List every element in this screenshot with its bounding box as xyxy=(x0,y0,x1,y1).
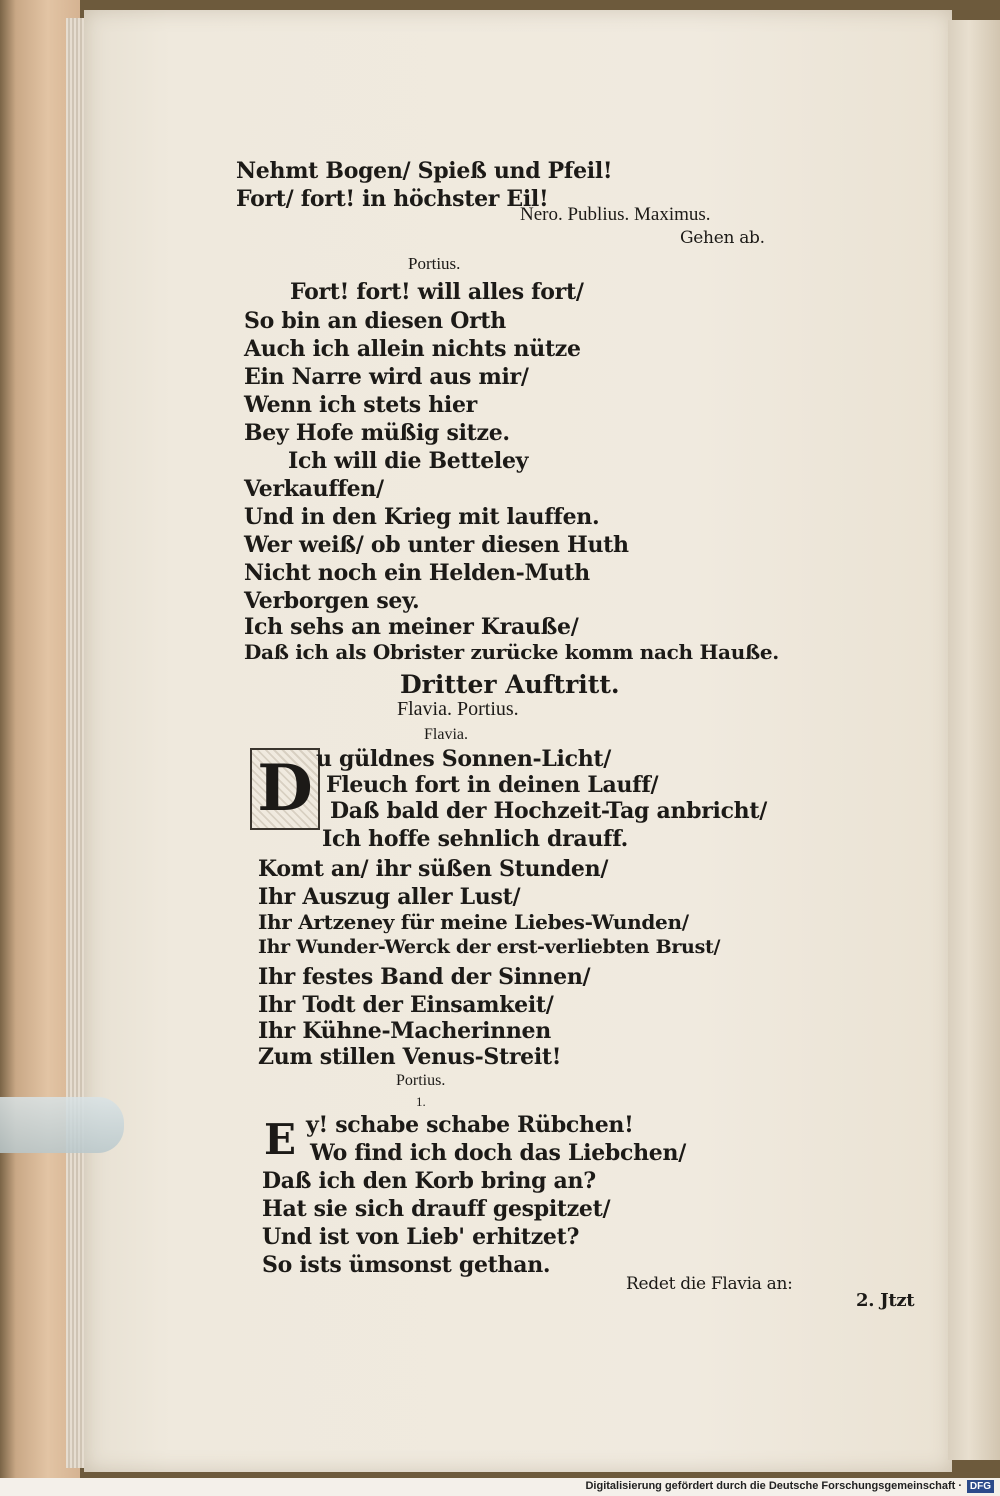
verse-line: Nehmt Bogen/ Spieß und Pfeil! xyxy=(236,158,613,184)
verse-line: Und ist von Lieb' erhitzet? xyxy=(262,1224,580,1250)
verse-line: Bey Hofe müßig sitze. xyxy=(244,420,510,446)
verse-line: So bin an diesen Orth xyxy=(244,308,506,334)
stage-direction: Gehen ab. xyxy=(680,228,765,248)
verse-line: Daß ich als Obrister zurücke komm nach Hauße. xyxy=(244,640,779,664)
scene-characters: Flavia. Portius. xyxy=(397,698,519,720)
speaker-name: Portius. xyxy=(408,254,461,273)
verse-line: Ihr festes Band der Sinnen/ xyxy=(258,964,591,990)
funding-notice: Digitalisierung gefördert durch die Deutsche Forschungsgemeinschaft · xyxy=(585,1480,962,1492)
verse-line: Auch ich allein nichts nütze xyxy=(244,336,581,362)
verse-line: Daß bald der Hochzeit-Tag anbricht/ xyxy=(330,798,767,824)
speaker-name: Portius. xyxy=(396,1072,446,1089)
verse-line: Nicht noch ein Helden-Muth xyxy=(244,560,590,586)
catchword: 2. Jtzt xyxy=(856,1290,915,1311)
speaker-name: Flavia. xyxy=(424,726,468,743)
dfg-logo: DFG xyxy=(967,1480,994,1493)
page-marker-tab xyxy=(0,1097,124,1153)
verse-line: Zum stillen Venus-Streit! xyxy=(258,1044,562,1070)
verse-line: Ihr Todt der Einsamkeit/ xyxy=(258,992,554,1018)
verse-line: Wenn ich stets hier xyxy=(244,392,477,418)
verse-line: Verkauffen/ xyxy=(244,476,384,502)
verse-line: Fort! fort! will alles fort/ xyxy=(290,279,584,305)
decorated-initial: D xyxy=(250,748,320,830)
verse-line: Ein Narre wird aus mir/ xyxy=(244,364,529,390)
stage-direction: Redet die Flavia an: xyxy=(626,1274,793,1294)
verse-line: y! schabe schabe Rübchen! xyxy=(306,1112,634,1138)
verse-line: Und in den Krieg mit lauffen. xyxy=(244,504,600,530)
verse-line: Ich hoffe sehnlich drauff. xyxy=(322,826,628,852)
scene-heading: Dritter Auftritt. xyxy=(400,670,620,699)
decorated-initial: E xyxy=(263,1115,296,1164)
verse-line: Ihr Auszug aller Lust/ xyxy=(258,884,521,910)
verse-line: Verborgen sey. xyxy=(244,588,420,614)
verse-line: So ists ümsonst gethan. xyxy=(262,1252,551,1278)
verse-line: Fleuch fort in deinen Lauff/ xyxy=(326,772,659,798)
facing-page-edge xyxy=(948,20,1000,1460)
verse-line: Ihr Kühne-Macherinnen xyxy=(258,1018,551,1044)
verse-line: Hat sie sich drauff gespitzet/ xyxy=(262,1196,611,1222)
verse-line: Komt an/ ihr süßen Stunden/ xyxy=(258,856,609,882)
verse-line: Wer weiß/ ob unter diesen Huth xyxy=(244,532,629,558)
verse-line: Daß ich den Korb bring an? xyxy=(262,1168,596,1194)
verse-line: Ich sehs an meiner Krauße/ xyxy=(244,614,579,640)
verse-line: Fort/ fort! in höchster Eil! xyxy=(236,186,549,212)
speaker-list: Nero. Publius. Maximus. xyxy=(520,204,711,225)
verse-line: u güldnes Sonnen-Licht/ xyxy=(316,746,611,772)
verse-line: Ich will die Betteley xyxy=(288,448,529,474)
verse-line: Ihr Wunder-Werck der erst-verliebten Brust/ xyxy=(258,936,721,958)
stanza-number: 1. xyxy=(416,1094,426,1109)
verse-line: Ihr Artzeney für meine Liebes-Wunden/ xyxy=(258,910,689,934)
verse-line: Wo find ich doch das Liebchen/ xyxy=(310,1140,686,1166)
